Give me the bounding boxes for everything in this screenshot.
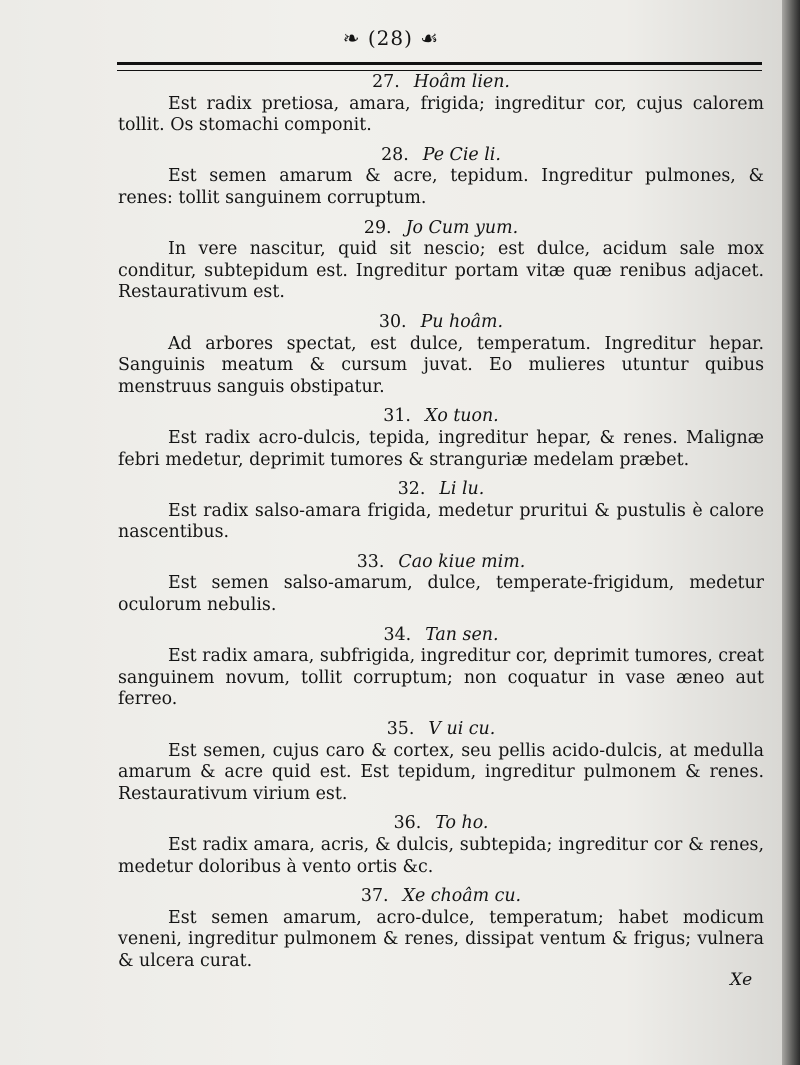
page-number: (28) [367,26,413,50]
entry-title [118,312,764,334]
entry-heading: Xo tuon. [424,406,499,427]
entry-number: 29. [363,217,392,238]
entry-body: Est radix salso-amara frigida, medetur pruritui & pustulis è calore nascentibus. [118,500,764,543]
entry-heading: Pu hoâm. [420,311,504,332]
entry-number: 27. [372,72,400,92]
entry-body: Est radix acro-dulcis, tepida, ingreditur hepar, & renes. Malignæ febri medetur, deprimit tumores & stranguriæ medelam præbet. [118,427,764,470]
entry-number: 32. [397,479,426,500]
entry-number: 37. [360,886,389,907]
entry-text [118,835,764,878]
entry-number: 28. [381,144,409,165]
entry-text [118,646,764,711]
entry-text [118,741,764,806]
entry-text [118,166,764,209]
entry-text [118,334,764,399]
entry-title [118,625,764,647]
entry-title [118,719,764,741]
entry-number: 30. [378,311,407,332]
header-rule [117,62,762,71]
entry-number: 33. [356,551,385,572]
entry-title [118,406,764,428]
entry-body: In vere nascitur, quid sit nescio; est dulce, acidum sale mox conditur, subtepidum est. Ingreditur portam vitæ quæ renibus adjacet. Restaurativum est. [118,239,764,303]
entry-heading: To ho. [435,813,489,834]
entry-body: Est radix amara, subfrigida, ingreditur cor, deprimit tumores, creat sanguinem novum, tollit corruptum; non coquatur in vase æneo aut ferreo. [118,646,764,710]
entry-text [118,428,764,471]
entry-text [118,908,764,973]
entry-title [118,72,764,94]
entry-heading: Pe Cie li. [422,144,501,165]
book-gutter [782,0,800,1065]
entry-heading: Li lu. [439,479,485,500]
page-body [118,72,764,981]
entry-body: Est semen amarum & acre, tepidum. Ingreditur pulmones, & renes: tollit sanguinem corruptum. [118,166,764,208]
ornament-left-icon: ❧ [342,26,361,50]
page-header [0,26,782,50]
entry-text [118,94,764,137]
entry-number: 35. [386,719,415,740]
entry-title [118,552,764,574]
entry-number: 36. [393,813,422,834]
entry-number: 31. [383,406,411,427]
entry-title [118,145,764,167]
entry-body: Est radix pretiosa, amara, frigida; ingreditur cor, cujus calorem tollit. Os stomachi componit. [118,93,764,136]
entry-heading: Jo Cum yum. [405,217,519,238]
entry-heading: V ui cu. [428,719,496,740]
entry-heading: Tan sen. [425,624,499,645]
entry-heading: Xe choâm cu. [402,886,522,907]
entry-body: Est semen amarum, acro-dulce, temperatum; habet modicum veneni, ingreditur pulmonem & renes, dissipat ventum & frigus; vulnera & ulcera curat. [118,907,764,971]
catchword: Xe [730,970,753,990]
entry-body: Est radix amara, acris, & dulcis, subtepida; ingreditur cor & renes, medetur doloribus à vento ortis &c. [118,835,764,877]
entry-title [118,218,764,240]
entry-text [118,239,764,304]
entry-text [118,573,764,616]
ornament-right-icon: ☙ [420,26,440,50]
entry-heading: Cao kiue mim. [398,551,526,572]
entry-number: 34. [383,624,412,645]
entry-title [118,813,764,835]
entry-heading: Hoâm lien. [413,72,510,92]
entry-text [118,501,764,544]
entry-title [118,479,764,501]
entry-body: Ad arbores spectat, est dulce, temperatum. Ingreditur hepar. Sanguinis meatum & cursum juvat. Eo mulieres utuntur quibus menstruus sanguis obstipatur. [118,333,764,397]
entry-body: Est semen salso-amarum, dulce, temperate-frigidum, medetur oculorum nebulis. [118,573,764,616]
entry-title [118,886,764,908]
entry-body: Est semen, cujus caro & cortex, seu pellis acido-dulcis, at medulla amarum & acre quid est. Est tepidum, ingreditur pulmonem & renes. Restaurativum virium est. [118,740,764,804]
